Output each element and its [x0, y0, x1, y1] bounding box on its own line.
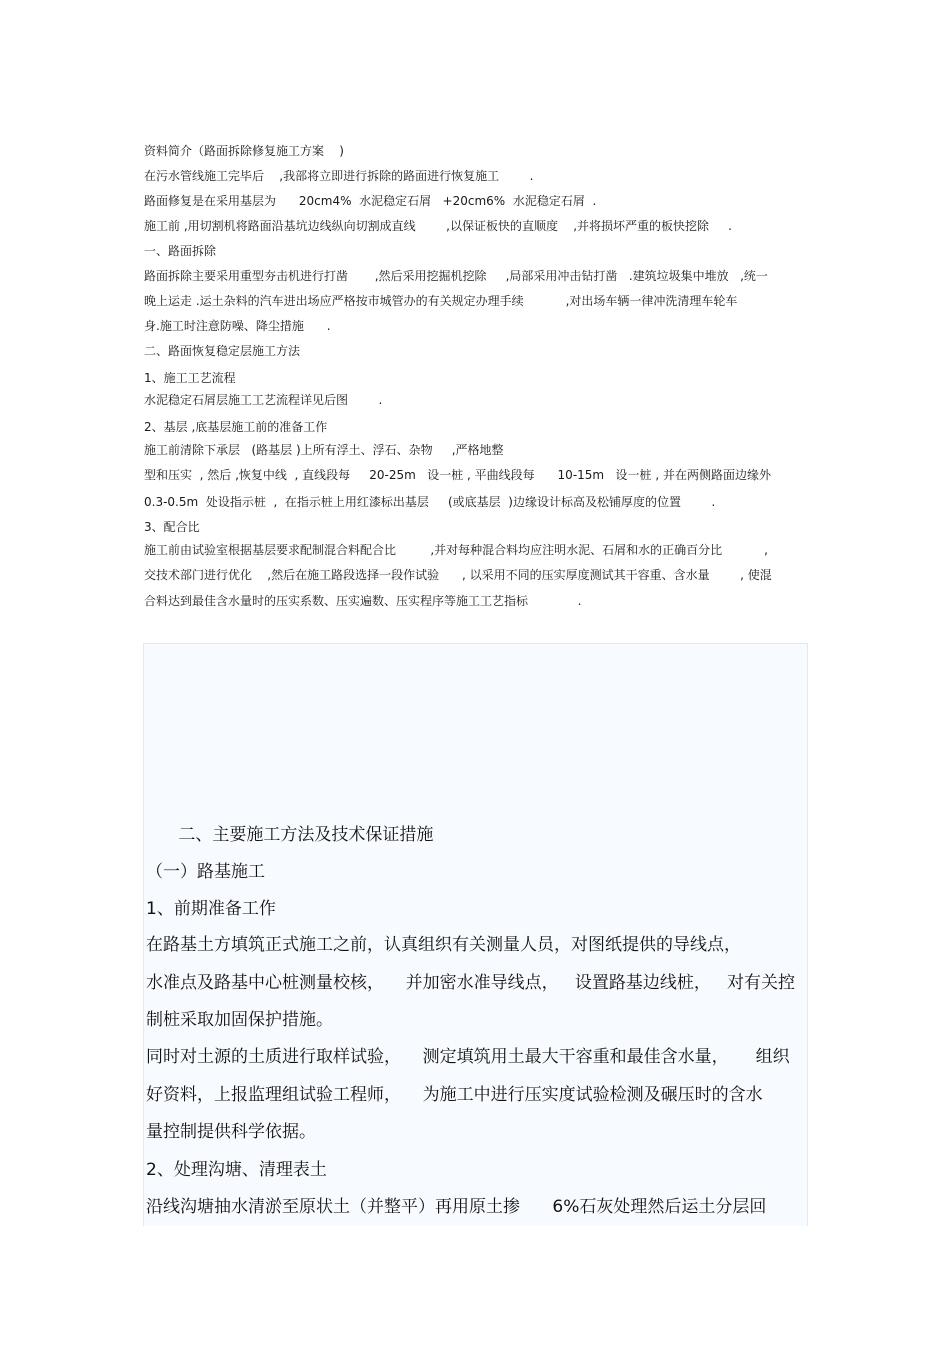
chapter-heading: 二、主要施工方法及技术保证措施 [146, 825, 434, 845]
paragraph-line: 型和压实 , 然后 ,恢复中线 , 直线段每 20-25m 设一桩 , 平曲线段每 10-15m 设一桩 , 并在两侧路面边缘外 [144, 468, 771, 482]
paragraph-line: 身.施工时注意防噪、降尘措施 . [144, 319, 331, 333]
subsection-heading: 2、处理沟塘、清理表土 [146, 1160, 327, 1180]
paragraph-line: 施工前清除下承层 (路基层 )上所有浮土、浮石、杂物 ,严格地整 [144, 443, 504, 457]
paragraph-line: 水准点及路基中心桩测量校核， 并加密水准导线点， 设置路基边线桩， 对有关控 [146, 973, 796, 993]
paragraph-line: 合料达到最佳含水量时的压实系数、压实遍数、压实程序等施工工艺指标 . [144, 594, 582, 608]
paragraph-line: 水泥稳定石屑层施工工艺流程详见后图 . [144, 393, 383, 407]
paragraph-line: 施工前 ,用切割机将路面沿基坑边线纵向切割成直线 ,以保证板快的直顺度 ,并将损坏严重的板快挖除 . [144, 219, 732, 233]
paragraph-line: 晚上运走 .运土杂料的汽车进出场应严格按市城管办的有关规定办理手续 ,对出场车辆一律冲洗清理车轮车 [144, 294, 738, 308]
paragraph-line: 同时对土源的土质进行取样试验， 测定填筑用土最大干容重和最佳含水量， 组织 [146, 1047, 790, 1067]
doc-title: 资料简介（路面拆除修复施工方案 ) [144, 144, 344, 158]
section-heading: （一）路基施工 [146, 862, 265, 882]
paragraph-line: 沿线沟塘抽水清淤至原状土（并整平）再用原土掺 6%石灰处理然后运土分层回 [146, 1197, 767, 1217]
paragraph-line: 路面拆除主要采用重型夯击机进行打凿 ,然后采用挖掘机挖除 ,局部采用冲击钻打凿 .建筑垃圾集中堆放 ,统一 [144, 269, 768, 283]
paragraph-line: 0.3-0.5m 处设指示桩 , 在指示桩上用红漆标出基层 (或底基层 )边缘设计标高及松铺厚度的位置 . [144, 495, 716, 509]
paragraph-line: 施工前由试验室根据基层要求配制混合料配合比 ,并对每种混合料均应注明水泥、石屑和水的正确百分比 , [144, 543, 768, 557]
section-heading: 二、路面恢复稳定层施工方法 [144, 344, 301, 358]
paragraph-line: 在污水管线施工完毕后 ,我部将立即进行拆除的路面进行恢复施工 . [144, 169, 534, 183]
subsection-heading: 1、施工工艺流程 [144, 371, 236, 385]
paragraph-line: 在路基土方填筑正式施工之前，认真组织有关测量人员，对图纸提供的导线点， [146, 935, 741, 955]
subsection-heading: 1、前期准备工作 [146, 899, 276, 919]
paragraph-line: 制桩采取加固保护措施。 [146, 1010, 333, 1030]
paragraph-line: 量控制提供科学依据。 [146, 1122, 316, 1142]
section-heading: 一、路面拆除 [144, 244, 217, 258]
paragraph-line: 交技术部门进行优化 ,然后在施工路段选择一段作试验 , 以采用不同的压实厚度测试其干容重、含水量 , 使混 [144, 568, 772, 582]
lower-document-panel [143, 643, 808, 1226]
subsection-heading: 2、基层 ,底基层施工前的准备工作 [144, 420, 328, 434]
subsection-heading: 3、配合比 [144, 520, 200, 534]
paragraph-line: 路面修复是在采用基层为 20cm4% 水泥稳定石屑 +20cm6% 水泥稳定石屑 . [144, 194, 597, 208]
paragraph-line: 好资料，上报监理组试验工程师， 为施工中进行压实度试验检测及碾压时的含水 [146, 1085, 763, 1105]
